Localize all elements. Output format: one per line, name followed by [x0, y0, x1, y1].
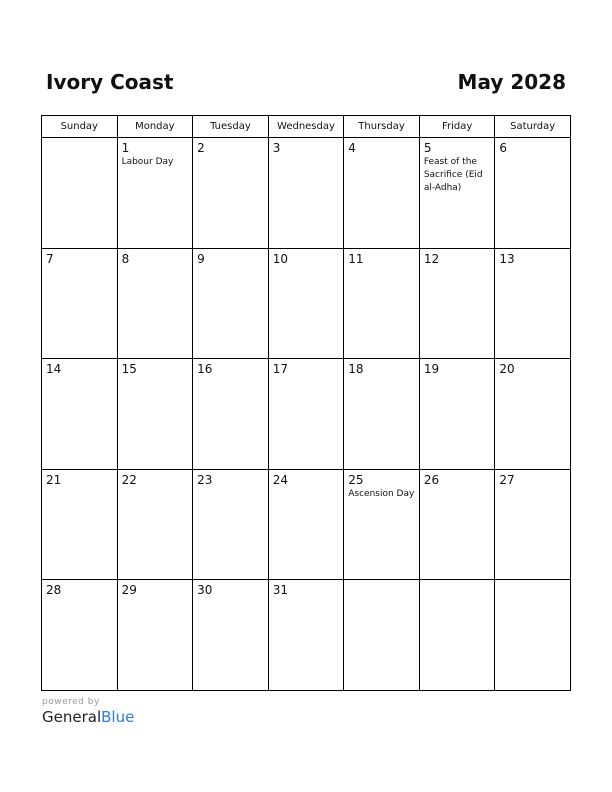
day-cell [344, 359, 420, 470]
day-cell [419, 580, 495, 691]
day-cell [495, 580, 571, 691]
day-number: 27 [499, 472, 515, 487]
day-cell [495, 138, 571, 249]
day-number: 15 [121, 362, 137, 376]
holiday-label: Labour Day [121, 157, 174, 167]
day-cell [117, 138, 193, 249]
weekday-header: Monday [117, 116, 193, 138]
day-cell [193, 138, 269, 249]
day-number: 16 [197, 362, 213, 376]
country-title: Ivory Coast [46, 70, 174, 94]
day-cell [193, 580, 269, 691]
week-row [42, 138, 571, 249]
day-cell [419, 248, 495, 359]
holiday-label: Feast of the Sacrifice (Eid al-Adha) [423, 157, 483, 193]
day-cell [268, 580, 344, 691]
day-number: 14 [46, 362, 62, 376]
day-cell [268, 469, 344, 580]
day-cell [344, 580, 420, 691]
day-cell [495, 359, 571, 470]
day-number: 18 [348, 362, 364, 376]
day-number: 11 [348, 251, 364, 266]
brand-general-text: General [42, 708, 102, 726]
day-cell [419, 359, 495, 470]
day-cell [42, 359, 118, 470]
day-cell [193, 359, 269, 470]
day-cell [344, 248, 420, 359]
day-cell [495, 248, 571, 359]
day-cell [268, 359, 344, 470]
day-number: 31 [272, 583, 288, 597]
weekday-header-row [42, 116, 571, 138]
day-number: 8 [121, 251, 130, 266]
day-number: 19 [423, 362, 440, 376]
holiday-label: Ascension Day [348, 488, 415, 499]
day-cell [117, 248, 193, 359]
day-number: 23 [197, 472, 213, 487]
day-cell [117, 359, 193, 470]
day-cell [42, 248, 118, 359]
weekday-header: Saturday [495, 116, 571, 138]
day-number: 4 [348, 141, 356, 155]
day-cell [42, 580, 118, 691]
day-cell [117, 580, 193, 691]
day-cell [193, 469, 269, 580]
day-number: 30 [197, 583, 213, 597]
day-number: 5 [423, 141, 432, 155]
day-number: 12 [423, 251, 440, 266]
day-cell [344, 469, 420, 580]
day-number: 28 [46, 583, 62, 597]
day-number: 22 [121, 472, 137, 487]
day-number: 21 [46, 472, 62, 487]
day-number: 13 [499, 251, 515, 266]
generalblue-logo[interactable] [42, 708, 134, 726]
day-cell [42, 138, 118, 249]
week-row [42, 248, 571, 359]
day-cell [268, 248, 344, 359]
day-cell [495, 469, 571, 580]
month-year-title: May 2028 [457, 70, 566, 94]
day-number: 9 [197, 251, 205, 266]
week-row [42, 580, 571, 691]
day-cell [268, 138, 344, 249]
day-number: 6 [499, 141, 508, 155]
day-cell [193, 248, 269, 359]
day-number: 17 [272, 362, 288, 376]
day-number: 29 [121, 583, 137, 597]
day-cell [117, 469, 193, 580]
day-cell [419, 138, 495, 249]
weekday-header: Thursday [344, 116, 420, 138]
day-number: 3 [272, 141, 281, 155]
day-cell [344, 138, 420, 249]
footer-branding [42, 697, 134, 726]
day-number: 26 [423, 472, 440, 487]
week-row [42, 469, 571, 580]
weekday-header: Sunday [42, 116, 118, 138]
weekday-header: Wednesday [268, 116, 344, 138]
day-cell [42, 469, 118, 580]
brand-blue-text: Blue [101, 708, 135, 726]
week-row [42, 359, 571, 470]
calendar-header [46, 70, 566, 98]
day-number: 1 [121, 141, 130, 155]
day-number: 2 [197, 141, 205, 155]
day-number: 7 [46, 251, 54, 266]
day-number: 10 [272, 251, 288, 266]
powered-by-label: powered by [42, 697, 100, 707]
day-number: 24 [272, 472, 288, 487]
weekday-header: Friday [419, 116, 495, 138]
weekday-header: Tuesday [193, 116, 269, 138]
calendar-grid [41, 115, 571, 691]
day-number: 25 [348, 472, 364, 487]
day-cell [419, 469, 495, 580]
day-number: 20 [499, 362, 515, 376]
